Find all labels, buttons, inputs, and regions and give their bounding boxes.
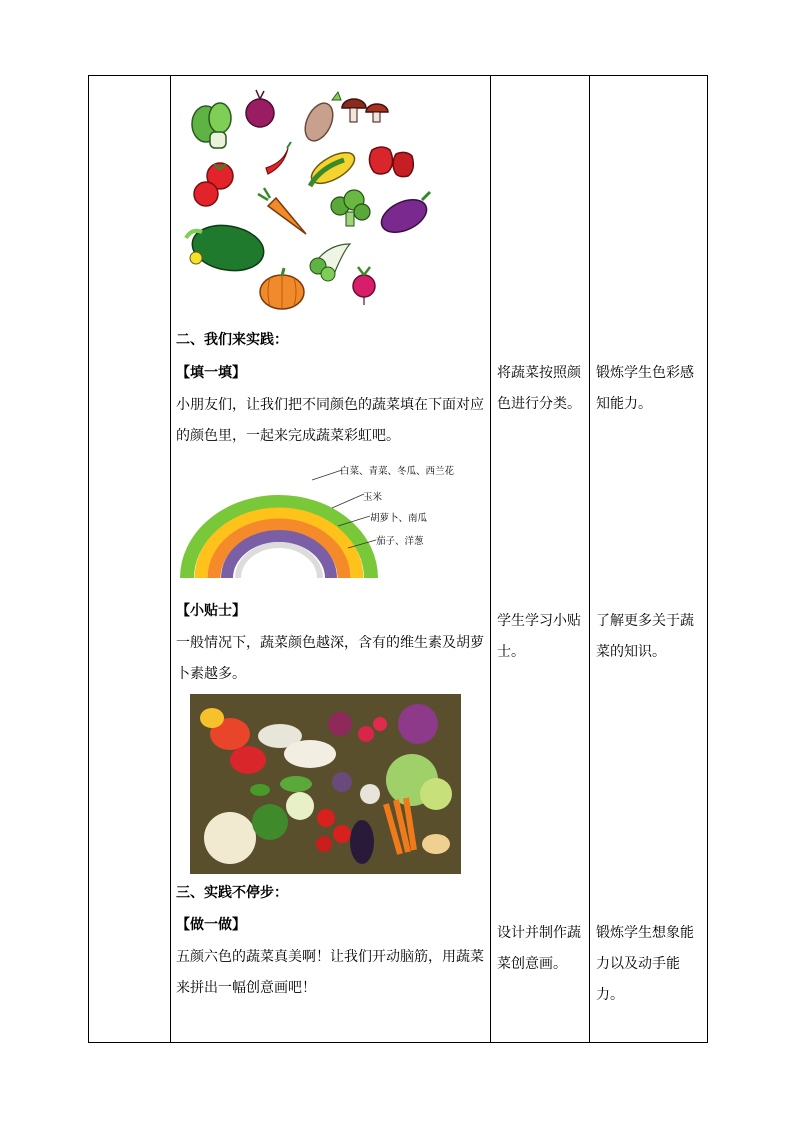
fill-instruction: 小朋友们，让我们把不同颜色的蔬菜填在下面对应的颜色里，一起来完成蔬菜彩虹吧。 [176, 397, 484, 444]
student-activity: 学生学习小贴士。 [497, 613, 581, 660]
do-heading: 【做一做】 [176, 917, 246, 933]
design-intent: 了解更多关于蔬菜的知识。 [596, 613, 694, 660]
carrot-icon [258, 188, 306, 234]
taro-icon [300, 92, 341, 145]
zucchini-icon [186, 220, 267, 276]
tips-heading: 【小贴士】 [176, 603, 246, 619]
student-activity: 设计并制作蔬菜创意画。 [497, 925, 581, 972]
design-intent: 锻炼学生色彩感知能力。 [596, 365, 694, 412]
vegetable-rainbow [172, 470, 387, 585]
column-divider [589, 76, 590, 1042]
eggplant-icon [376, 192, 431, 239]
vegetables-photo [190, 694, 461, 874]
corn-icon [307, 146, 360, 189]
cabbage-icon [192, 103, 231, 148]
bok-choy-icon [310, 244, 350, 281]
radish-icon [353, 267, 375, 305]
bell-pepper-icon [369, 147, 413, 177]
tips-text: 一般情况下，蔬菜颜色越深，含有的维生素及胡萝卜素越多。 [176, 635, 484, 682]
vegetables-clipart [176, 88, 446, 316]
section2-title: 二、我们来实践： [176, 332, 288, 348]
broccoli-icon [331, 190, 370, 226]
rainbow-label-orange: 胡萝卜、南瓜 [370, 513, 428, 524]
fill-heading: 【填一填】 [176, 365, 246, 381]
design-intent: 锻炼学生想象能力以及动手能力。 [596, 925, 694, 1003]
rainbow-band-white [238, 545, 320, 578]
section3-title: 三、实践不停步： [176, 885, 288, 901]
tomato-icon [194, 163, 233, 206]
column-divider [490, 76, 491, 1042]
pumpkin-icon [260, 268, 304, 309]
chili-icon [266, 142, 291, 174]
onion-icon [246, 90, 274, 127]
mushroom-icon [342, 99, 388, 122]
rainbow-label-purple: 茄子、洋葱 [376, 536, 424, 547]
student-activity: 将蔬菜按照颜色进行分类。 [497, 365, 581, 412]
rainbow-label-green: 白菜、青菜、冬瓜、西兰花 [340, 466, 455, 477]
do-text: 五颜六色的蔬菜真美啊！让我们开动脑筋，用蔬菜来拼出一幅创意画吧！ [176, 949, 484, 996]
column-divider [170, 76, 171, 1042]
rainbow-label-yellow: 玉米 [363, 492, 383, 503]
